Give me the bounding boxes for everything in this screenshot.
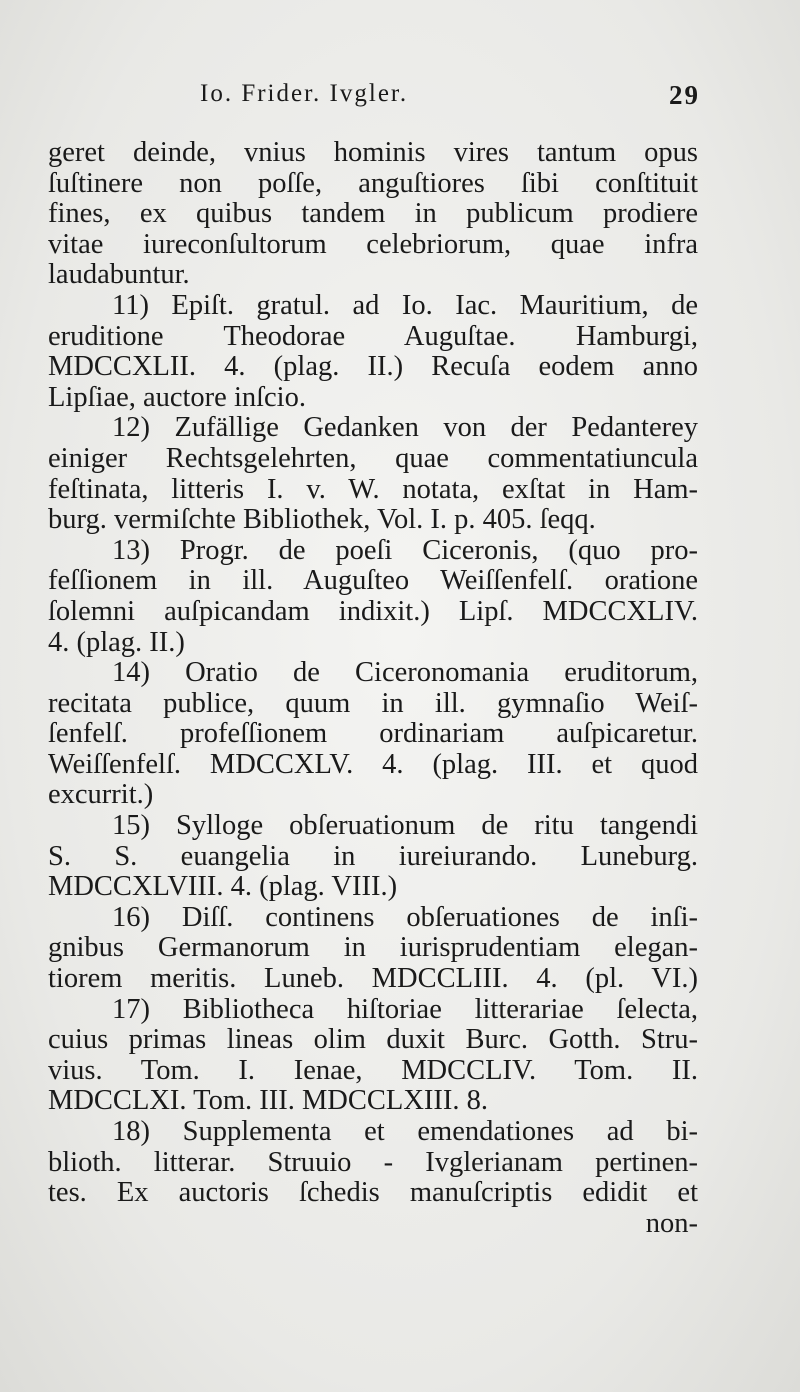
text-line: 15) Sylloge obſeruationum de ritu tangendi <box>112 811 698 842</box>
text-line: Lipſiae, auctore inſcio. <box>48 382 306 413</box>
text-line: cuius primas lineas olim duxit Burc. Gotth. Stru- <box>48 1025 698 1056</box>
text-line: MDCCXLVIII. 4. (plag. VIII.) <box>48 872 398 903</box>
text-line: einiger Rechtsgelehrten, quae commentatiuncula <box>48 443 698 474</box>
text-line: S. S. euangelia in iureiurando. Luneburg. <box>48 841 698 872</box>
text-line: 12) Zufällige Gedanken von der Pedanterey <box>112 413 698 444</box>
text-line: tes. Ex auctoris ſchedis manuſcriptis edidit et <box>48 1178 698 1209</box>
text-line: burg. vermiſchte Bibliothek, Vol. I. p. 405. ſeqq. <box>48 505 596 536</box>
text-line: 14) Oratio de Ciceronomania eruditorum, <box>112 658 698 689</box>
text-line: MDCCLXI. Tom. III. MDCCLXIII. 8. <box>48 1086 488 1117</box>
text-line: 17) Bibliotheca hiſtoriae litterariae ſelecta, <box>112 994 698 1025</box>
text-line: eruditione Theodorae Auguſtae. Hamburgi, <box>48 321 698 352</box>
text-line: 4. (plag. II.) <box>48 627 185 658</box>
text-line: tiorem meritis. Luneb. MDCCLIII. 4. (pl. VI.) <box>48 964 698 995</box>
running-title: Io. Frider. Ivgler. <box>200 80 409 107</box>
text-line: fines, ex quibus tandem in publicum prodiere <box>48 199 698 230</box>
text-line: vius. Tom. I. Ienae, MDCCLIV. Tom. II. <box>48 1055 698 1086</box>
text-line: ſolemni auſpicandam indixit.) Lipſ. MDCCXLIV. <box>48 596 698 627</box>
text-line: vitae iureconſultorum celebriorum, quae infra <box>48 229 698 260</box>
text-line: ſuſtinere non poſſe, anguſtiores ſibi conſtituit <box>48 168 698 199</box>
text-line: feſtinata, litteris I. v. W. notata, exſtat in Ham- <box>48 474 698 505</box>
text-line: ſenfelſ. profeſſionem ordinariam auſpicaretur. <box>48 719 698 750</box>
text-line: Weiſſenfelſ. MDCCXLV. 4. (plag. III. et quod <box>48 749 698 780</box>
text-line: 16) Diſſ. continens obſeruationes de inſi- <box>112 902 698 933</box>
text-line: geret deinde, vnius hominis vires tantum opus <box>48 138 698 168</box>
text-line: excurrit.) <box>48 780 154 811</box>
text-line: gnibus Germanorum in iurisprudentiam elegan- <box>48 933 698 964</box>
text-line: blioth. litterar. Struuio - Ivglerianam pertinen- <box>48 1147 698 1178</box>
text-line: non- <box>645 1208 698 1239</box>
text-line: MDCCXLII. 4. (plag. II.) Recuſa eodem anno <box>48 352 698 383</box>
text-line: laudabuntur. <box>48 260 190 291</box>
text-line: 13) Progr. de poeſi Ciceronis, (quo pro- <box>112 535 698 566</box>
body-text <box>48 138 698 1239</box>
text-line: feſſionem in ill. Auguſteo Weiſſenfelſ. oratione <box>48 566 698 597</box>
text-line: 11) Epiſt. gratul. ad Io. Iac. Mauritium, de <box>112 290 698 321</box>
page-number: 29 <box>669 80 700 110</box>
text-line: 18) Supplementa et emendationes ad bi- <box>112 1117 698 1147</box>
text-line: recitata publice, quum in ill. gymnaſio Weiſ- <box>48 688 698 719</box>
